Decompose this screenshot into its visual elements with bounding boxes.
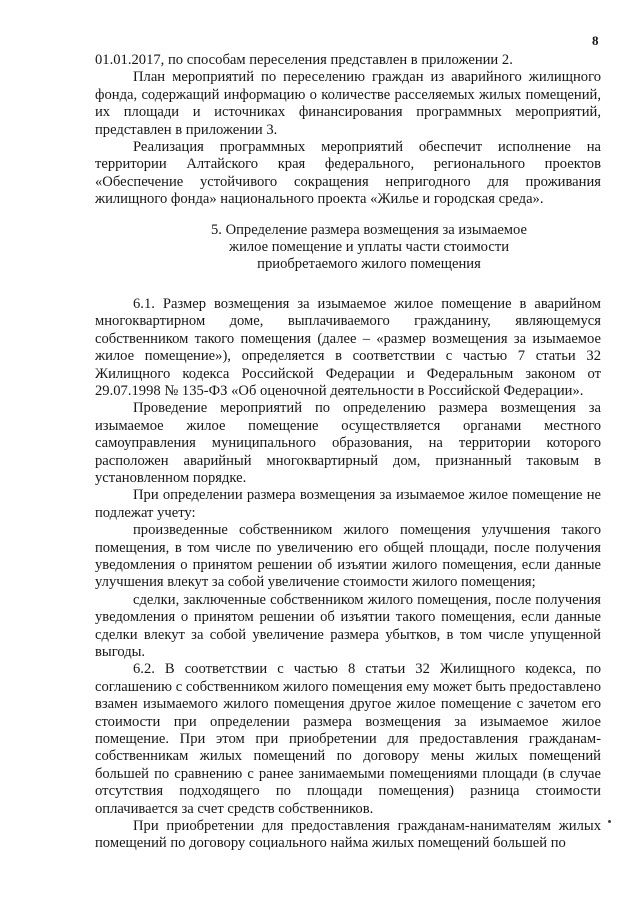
paragraph-tenants: При приобретении для предоставления гражданам-нанимателям жилых помещений по договору социального найма жилых помещений большей по: [95, 818, 601, 852]
paragraph-exclusions-intro: При определении размера возмещения за изымаемое жилое помещение не подлежат учету:: [95, 487, 601, 521]
paragraph-exclusion-deals: сделки, заключенные собственником жилого помещения, после получения уведомления о принятом решении об изъятии такого помещения, если данные сделки влекут за собой увеличение размера убытков, в том числе упущенной выгоды.: [95, 591, 601, 660]
paragraph-6-2: 6.2. В соответствии с частью 8 статьи 32 Жилищного кодекса, по соглашению с собственником жилого помещения ему может быть предоставлено взамен изымаемого жилого помещения другое жилое помещение с зачетом его стоимости при определении размера возмещения за изымаемое жилое помещение. При этом при приобретении для предоставления гражданам-собственникам жилых помещений по договору мены жилых помещений большей по сравнению с ранее занимаемыми помещениями площади (в случае отсутствия подходящего по площади помещения) разница стоимости оплачивается за счет средств собственников.: [95, 661, 601, 817]
page-number: 8: [592, 33, 599, 48]
paragraph-plan: План мероприятий по переселению граждан из аварийного жилищного фонда, содержащий информацию о количестве расселяемых жилых помещений, их площади и источниках финансирования программных мероприятий, представлен в приложении 3.: [95, 69, 601, 138]
document-body: [95, 52, 601, 853]
paragraph-exclusion-improvements: произведенные собственником жилого помещения улучшения такого помещения, в том числе по увеличению его общей площади, после получения уведомления о принятом решении об изъятии жилого помещения, если данные улучшения влекут за собой увеличение стоимости жилого помещения;: [95, 522, 601, 591]
paragraph-6-1: 6.1. Размер возмещения за изымаемое жилое помещение в аварийном многоквартирном доме, выплачиваемого гражданину, являющемуся собственником такого помещения (далее – «размер возмещения за изымаемое жилое помещение»), определяется в соответствии с частью 7 статьи 32 Жилищного кодекса Российской Федерации и Федеральным законом от 29.07.1998 № 135-ФЗ «Об оценочной деятельности в Российской Федерации».: [95, 295, 601, 399]
section-heading-line: приобретаемого жилого помещения: [257, 256, 481, 273]
paragraph-continuation: 01.01.2017, по способам переселения представлен в приложении 2.: [95, 52, 513, 68]
section-heading: [95, 222, 601, 274]
scan-mark: [608, 820, 611, 823]
section-heading-line: 5. Определение размера возмещения за изымаемое: [210, 221, 527, 238]
paragraph-implementation: Реализация программных мероприятий обеспечит исполнение на территории Алтайского края федерального, регионального проектов «Обеспечение устойчивого сокращения непригодного для проживания жилищного фонда» национального проекта «Жилье и городская среда».: [95, 139, 601, 208]
paragraph-procedure: Проведение мероприятий по определению размера возмещения за изымаемое жилое помещение осуществляется органами местного самоуправления муниципального образования, на территории которого расположен аварийный многоквартирный дом, признанный таковым в установленном порядке.: [95, 400, 601, 486]
section-heading-line: жилое помещение и уплаты части стоимости: [228, 239, 510, 256]
